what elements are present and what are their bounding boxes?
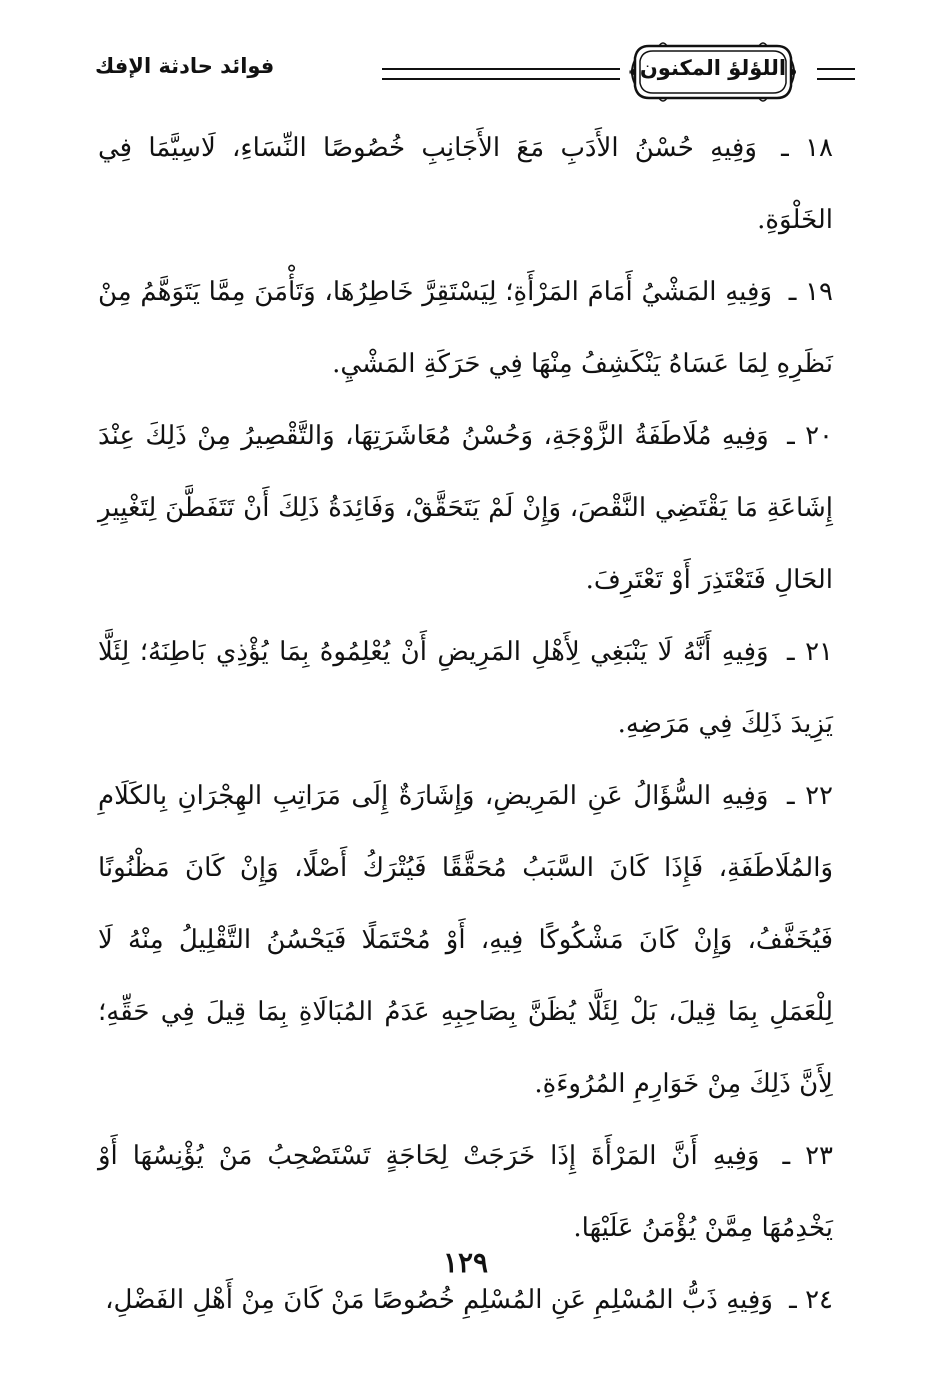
paragraph-23	[98, 1120, 833, 1264]
paragraph-text: وَفِيهِ مُلَاطَفَةُ الزَّوْجَةِ، وَحُسْنُ مُعَاشَرَتِهَا، وَالتَّقْصِيرُ مِنْ ذَلِكَ عِنْدَ إِشَاعَةِ مَا يَقْتَضِي النَّقْصَ، وَإِنْ لَمْ يَتَحَقَّقْ، وَفَائِدَةُ ذَلِكَ أَنْ تَتَفَطَّنَ لِتَغْيِيرِ الحَالِ فَتَعْتَذِرَ أَوْ تَعْتَرِفَ.	[98, 421, 833, 595]
header-rule-right	[817, 68, 855, 80]
paragraph-22	[98, 760, 833, 1120]
header-rule-left	[382, 68, 620, 80]
page-number: ١٢٩	[442, 1246, 489, 1279]
paragraph-19	[98, 256, 833, 400]
page-header	[95, 40, 855, 110]
paragraph-number: ٢٤ ـ	[789, 1285, 833, 1315]
paragraph-text: وَفِيهِ ذَبُّ المُسْلِمِ عَنِ المُسْلِمِ خُصُوصًا مَنْ كَانَ مِنْ أَهْلِ الفَضْلِ،	[105, 1285, 773, 1315]
paragraph-21	[98, 616, 833, 760]
section-cartouche	[629, 40, 797, 104]
paragraph-number: ١٨ ـ	[781, 133, 833, 163]
section-title: اللؤلؤ المكنون	[639, 56, 787, 80]
paragraph-number: ١٩ ـ	[788, 277, 833, 307]
book-title: فوائد حادثة الإفك	[95, 54, 275, 78]
paragraph-number: ٢٣ ـ	[782, 1141, 833, 1171]
paragraph-text: وَفِيهِ أَنَّ المَرْأَةَ إِذَا خَرَجَتْ لِحَاجَةٍ تَسْتَصْحِبُ مَنْ يُؤْنِسُهَا أَوْ يَخْدِمُهَا مِمَّنْ يُؤْمَنُ عَلَيْهَا.	[98, 1141, 833, 1243]
paragraph-18	[98, 112, 833, 256]
paragraph-number: ٢١ ـ	[787, 637, 834, 667]
paragraph-number: ٢٢ ـ	[786, 781, 834, 811]
paragraph-text: وَفِيهِ أَنَّهُ لَا يَنْبَغِي لِأَهْلِ المَرِيضِ أَنْ يُعْلِمُوهُ بِمَا يُؤْذِي بَاطِنَهُ؛ لِئَلَّا يَزِيدَ ذَلِكَ فِي مَرَضِهِ.	[98, 637, 833, 739]
paragraph-text: وَفِيهِ حُسْنُ الأَدَبِ مَعَ الأَجَانِبِ خُصُوصًا النِّسَاءِ، لَاسِيَّمَا فِي الخَلْوَةِ.	[98, 133, 833, 235]
paragraph-text: وَفِيهِ السُّؤَالُ عَنِ المَرِيضِ، وَإِشَارَةٌ إِلَى مَرَاتِبِ الهِجْرَانِ بِالكَلَامِ وَالمُلَاطَفَةِ، فَإِذَا كَانَ السَّبَبُ مُحَقَّقًا فَيُتْرَكُ أَصْلًا، وَإِنْ كَانَ مَظْنُونًا فَيُخَفَّفُ، وَإِنْ كَانَ مَشْكُوكًا فِيهِ، أَوْ مُحْتَمَلًا فَيَحْسُنُ التَّقْلِيلُ مِنْهُ لَا لِلْعَمَلِ بِمَا قِيلَ، بَلْ لِئَلَّا يُظَنَّ بِصَاحِبِهِ عَدَمُ المُبَالَاةِ بِمَا قِيلَ فِي حَقِّهِ؛ لِأَنَّ ذَلِكَ مِنْ خَوَارِمِ المُرُوءَةِ.	[98, 781, 833, 1099]
paragraph-text: وَفِيهِ المَشْيُ أَمَامَ المَرْأَةِ؛ لِيَسْتَقِرَّ خَاطِرُهَا، وَتَأْمَنَ مِمَّا يَتَوَهَّمُ مِنْ نَظَرِهِ لِمَا عَسَاهُ يَنْكَشِفُ مِنْهَا فِي حَرَكَةِ المَشْيِ.	[98, 277, 833, 379]
paragraph-20	[98, 400, 833, 616]
paragraph-number: ٢٠ ـ	[787, 421, 833, 451]
page-body	[98, 112, 833, 1336]
